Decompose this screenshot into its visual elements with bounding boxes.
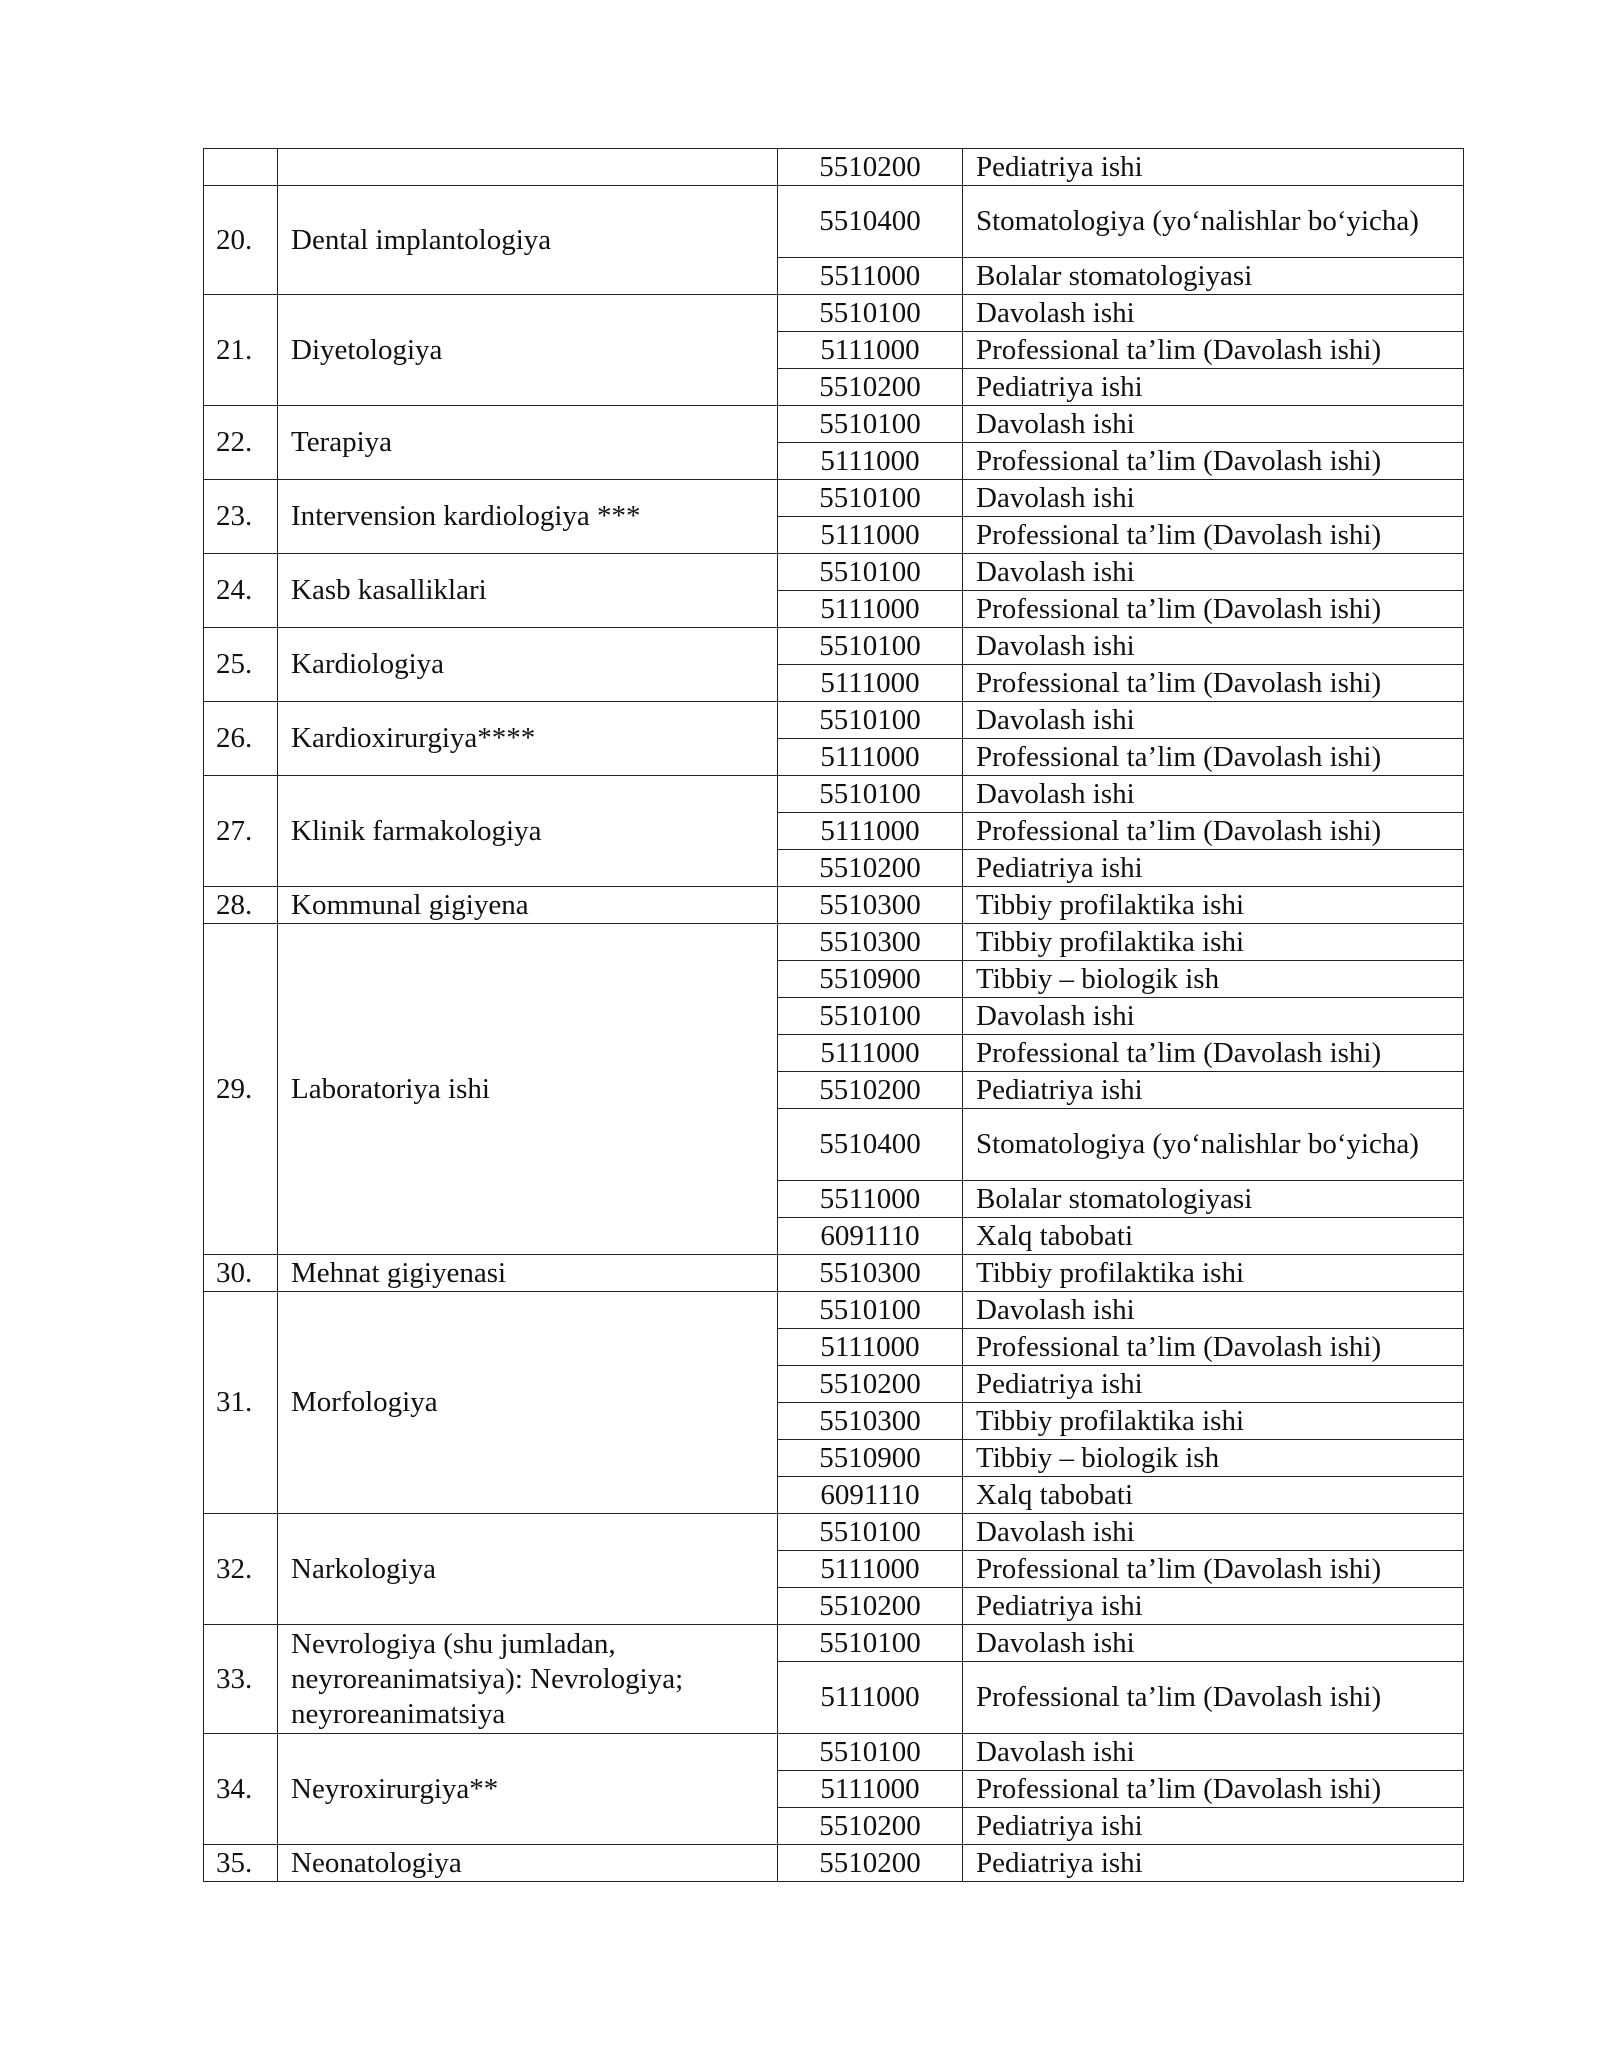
direction-name: Davolash ishi	[963, 480, 1464, 517]
direction-code: 5510100	[778, 1734, 963, 1771]
direction-name: Pediatriya ishi	[963, 369, 1464, 406]
table-row	[204, 924, 1464, 961]
specialty-table-body	[204, 149, 1464, 1882]
direction-name: Pediatriya ishi	[963, 850, 1464, 887]
direction-name: Davolash ishi	[963, 406, 1464, 443]
table-row	[204, 295, 1464, 332]
direction-name: Davolash ishi	[963, 998, 1464, 1035]
direction-name: Davolash ishi	[963, 628, 1464, 665]
direction-code: 5111000	[778, 739, 963, 776]
specialty-name: Kardiologiya	[278, 628, 778, 702]
row-number: 31.	[204, 1292, 278, 1514]
direction-name: Davolash ishi	[963, 776, 1464, 813]
direction-code: 5510100	[778, 998, 963, 1035]
row-number: 33.	[204, 1625, 278, 1734]
direction-code: 5510200	[778, 1808, 963, 1845]
direction-code: 5510100	[778, 406, 963, 443]
direction-name: Davolash ishi	[963, 1625, 1464, 1662]
direction-name: Davolash ishi	[963, 1292, 1464, 1329]
direction-code: 5111000	[778, 1035, 963, 1072]
direction-code: 5510300	[778, 1403, 963, 1440]
direction-name: Pediatriya ishi	[963, 1808, 1464, 1845]
direction-name: Davolash ishi	[963, 1514, 1464, 1551]
row-number: 22.	[204, 406, 278, 480]
row-number: 35.	[204, 1845, 278, 1882]
direction-code: 5510100	[778, 628, 963, 665]
row-number: 27.	[204, 776, 278, 887]
row-number: 26.	[204, 702, 278, 776]
direction-code: 5510100	[778, 295, 963, 332]
direction-name: Stomatologiya (yo‘nalishlar bo‘yicha)	[963, 1109, 1464, 1181]
direction-name: Professional ta’lim (Davolash ishi)	[963, 1329, 1464, 1366]
direction-code: 5111000	[778, 1771, 963, 1808]
specialty-name: Terapiya	[278, 406, 778, 480]
table-row	[204, 1292, 1464, 1329]
direction-code: 5111000	[778, 1329, 963, 1366]
specialty-name: Kasb kasalliklari	[278, 554, 778, 628]
direction-code: 5510400	[778, 186, 963, 258]
direction-code: 5510100	[778, 1625, 963, 1662]
table-row	[204, 1625, 1464, 1662]
direction-name: Professional ta’lim (Davolash ishi)	[963, 1551, 1464, 1588]
direction-code: 5510100	[778, 480, 963, 517]
direction-code: 5510200	[778, 1845, 963, 1882]
direction-code: 5510200	[778, 369, 963, 406]
direction-name: Davolash ishi	[963, 295, 1464, 332]
row-number: 34.	[204, 1734, 278, 1845]
direction-code: 5510200	[778, 1588, 963, 1625]
direction-name: Tibbiy profilaktika ishi	[963, 887, 1464, 924]
row-number: 24.	[204, 554, 278, 628]
direction-name: Bolalar stomatologiyasi	[963, 1181, 1464, 1218]
direction-code: 5111000	[778, 813, 963, 850]
direction-name: Professional ta’lim (Davolash ishi)	[963, 665, 1464, 702]
direction-name: Pediatriya ishi	[963, 149, 1464, 186]
direction-name: Tibbiy profilaktika ishi	[963, 924, 1464, 961]
direction-code: 5510100	[778, 702, 963, 739]
direction-name: Davolash ishi	[963, 554, 1464, 591]
direction-code: 5111000	[778, 443, 963, 480]
table-row	[204, 406, 1464, 443]
direction-code: 5510200	[778, 1366, 963, 1403]
table-row	[204, 149, 1464, 186]
row-number: 28.	[204, 887, 278, 924]
specialty-name: Laboratoriya ishi	[278, 924, 778, 1255]
direction-name: Professional ta’lim (Davolash ishi)	[963, 739, 1464, 776]
table-row	[204, 776, 1464, 813]
direction-code: 5111000	[778, 1662, 963, 1734]
direction-code: 5510200	[778, 1072, 963, 1109]
direction-code: 6091110	[778, 1218, 963, 1255]
direction-name: Xalq tabobati	[963, 1218, 1464, 1255]
row-number: 30.	[204, 1255, 278, 1292]
direction-name: Professional ta’lim (Davolash ishi)	[963, 813, 1464, 850]
direction-name: Pediatriya ishi	[963, 1588, 1464, 1625]
table-row	[204, 1845, 1464, 1882]
direction-name: Tibbiy profilaktika ishi	[963, 1255, 1464, 1292]
direction-code: 5510300	[778, 924, 963, 961]
direction-code: 5510200	[778, 850, 963, 887]
direction-code: 5510900	[778, 961, 963, 998]
direction-name: Pediatriya ishi	[963, 1845, 1464, 1882]
direction-name: Tibbiy profilaktika ishi	[963, 1403, 1464, 1440]
direction-code: 5510400	[778, 1109, 963, 1181]
direction-name: Xalq tabobati	[963, 1477, 1464, 1514]
direction-name: Professional ta’lim (Davolash ishi)	[963, 443, 1464, 480]
direction-code: 5510100	[778, 1514, 963, 1551]
specialty-table	[203, 148, 1464, 1882]
specialty-name: Dental implantologiya	[278, 186, 778, 295]
row-number: 29.	[204, 924, 278, 1255]
specialty-name: Narkologiya	[278, 1514, 778, 1625]
direction-name: Stomatologiya (yo‘nalishlar bo‘yicha)	[963, 186, 1464, 258]
specialty-name: Kommunal gigiyena	[278, 887, 778, 924]
direction-code: 5111000	[778, 332, 963, 369]
direction-name: Tibbiy – biologik ish	[963, 1440, 1464, 1477]
row-number	[204, 149, 278, 186]
direction-name: Davolash ishi	[963, 1734, 1464, 1771]
direction-code: 5511000	[778, 1181, 963, 1218]
table-row	[204, 186, 1464, 258]
direction-code: 5510100	[778, 1292, 963, 1329]
direction-code: 5510100	[778, 776, 963, 813]
direction-name: Professional ta’lim (Davolash ishi)	[963, 517, 1464, 554]
direction-code: 5510100	[778, 554, 963, 591]
direction-name: Bolalar stomatologiyasi	[963, 258, 1464, 295]
document-page	[203, 148, 1463, 1882]
direction-code: 5510300	[778, 887, 963, 924]
direction-name: Professional ta’lim (Davolash ishi)	[963, 1771, 1464, 1808]
direction-name: Professional ta’lim (Davolash ishi)	[963, 591, 1464, 628]
direction-name: Professional ta’lim (Davolash ishi)	[963, 1035, 1464, 1072]
direction-code: 5510200	[778, 149, 963, 186]
direction-name: Professional ta’lim (Davolash ishi)	[963, 332, 1464, 369]
row-number: 21.	[204, 295, 278, 406]
direction-code: 5510900	[778, 1440, 963, 1477]
table-row	[204, 1255, 1464, 1292]
direction-code: 5510300	[778, 1255, 963, 1292]
specialty-name: Mehnat gigiyenasi	[278, 1255, 778, 1292]
table-row	[204, 1514, 1464, 1551]
specialty-name: Morfologiya	[278, 1292, 778, 1514]
direction-code: 5111000	[778, 517, 963, 554]
specialty-name: Intervension kardiologiya ***	[278, 480, 778, 554]
row-number: 25.	[204, 628, 278, 702]
table-row	[204, 628, 1464, 665]
table-row	[204, 480, 1464, 517]
specialty-name: Diyetologiya	[278, 295, 778, 406]
specialty-name: Nevrologiya (shu jumladan, neyroreanimatsiya): Nevrologiya; neyroreanimatsiya	[278, 1625, 778, 1734]
specialty-name	[278, 149, 778, 186]
direction-code: 5111000	[778, 665, 963, 702]
direction-name: Professional ta’lim (Davolash ishi)	[963, 1662, 1464, 1734]
row-number: 20.	[204, 186, 278, 295]
direction-code: 5111000	[778, 591, 963, 628]
row-number: 32.	[204, 1514, 278, 1625]
table-row	[204, 702, 1464, 739]
table-row	[204, 887, 1464, 924]
table-row	[204, 1734, 1464, 1771]
direction-code: 5111000	[778, 1551, 963, 1588]
table-row	[204, 554, 1464, 591]
row-number: 23.	[204, 480, 278, 554]
specialty-name: Neyroxirurgiya**	[278, 1734, 778, 1845]
specialty-name: Klinik farmakologiya	[278, 776, 778, 887]
direction-name: Pediatriya ishi	[963, 1366, 1464, 1403]
direction-code: 6091110	[778, 1477, 963, 1514]
direction-name: Tibbiy – biologik ish	[963, 961, 1464, 998]
direction-name: Pediatriya ishi	[963, 1072, 1464, 1109]
direction-name: Davolash ishi	[963, 702, 1464, 739]
specialty-name: Kardioxirurgiya****	[278, 702, 778, 776]
direction-code: 5511000	[778, 258, 963, 295]
specialty-name: Neonatologiya	[278, 1845, 778, 1882]
